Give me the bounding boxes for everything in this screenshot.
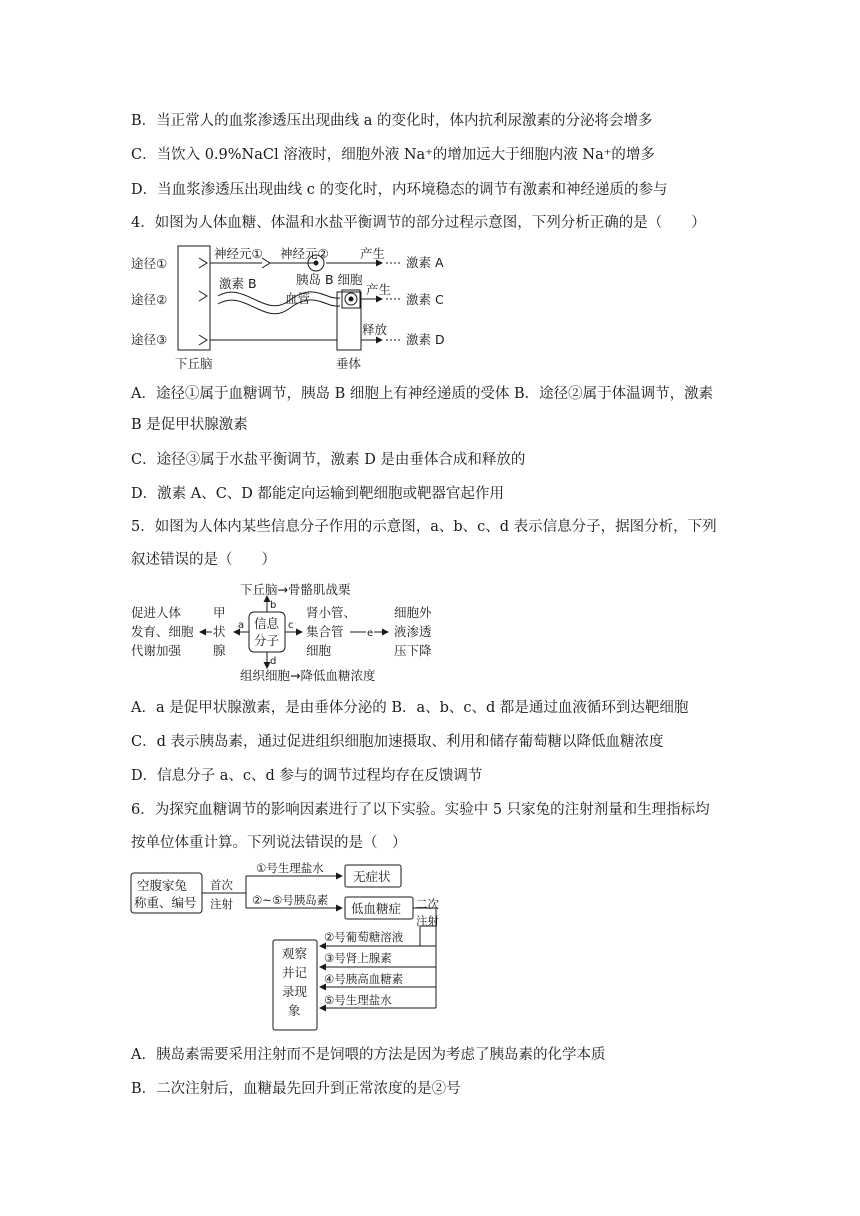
hormone-b-label: 激素 B: [219, 276, 257, 291]
islet-b-cell: [342, 290, 360, 308]
left-effect-3: 代谢加强: [131, 643, 182, 658]
group-5-label: ⑤号生理盐水: [324, 993, 392, 1007]
rabbit-label-1: 空腹家兔: [137, 878, 188, 893]
thyroid-3: 腺: [213, 643, 226, 658]
pathway-3-label: 途径③: [131, 332, 168, 347]
signal-e-label: e: [367, 628, 374, 639]
thyroid-1: 甲: [213, 605, 226, 620]
pathway-2-label: 途径②: [131, 292, 168, 307]
q4-option-d: D．激素 A、C、D 都能定向运输到靶细胞或靶器官起作用: [131, 486, 505, 502]
left-effect-2: 发育、细胞: [131, 624, 194, 639]
q5-stem-2: 叙述错误的是（ ）: [131, 552, 276, 568]
kidney-label-1: 肾小管、: [306, 605, 357, 620]
low-sugar-box: [345, 897, 413, 919]
produce-2-label: 产生: [366, 282, 392, 297]
islet-b-label: 胰岛 B 细胞: [296, 272, 363, 287]
q4-stem: 4．如图为人体血糖、体温和水盐平衡调节的部分过程示意图，下列分析正确的是（ ）: [131, 215, 706, 231]
neuron-2-label: 神经元②: [280, 246, 329, 261]
q6-stem-2: 按单位体重计算。下列说法错误的是（ ）: [131, 835, 407, 851]
first-inject-1: 首次: [210, 878, 233, 892]
observe-2: 并记: [282, 965, 308, 980]
hypothalamus-box: [178, 246, 210, 350]
hormone-d-label: 激素 D: [406, 332, 445, 347]
q4-option-c: C．途径③属于水盐平衡调节，激素 D 是由垂体合成和释放的: [131, 452, 526, 468]
hormone-c-label: 激素 C: [406, 292, 444, 307]
thyroid-2: 状: [213, 624, 226, 639]
top-chain-label: 下丘脑→骨骼肌战栗: [240, 582, 351, 597]
hormone-a-label: 激素 A: [406, 255, 444, 270]
observe-3: 录现: [282, 984, 308, 999]
q5-option-d: D．信息分子 a、c、d 参与的调节过程均存在反馈调节: [131, 768, 483, 784]
right-effect-1: 细胞外: [394, 605, 432, 620]
rabbit-label-2: 称重、编号: [134, 895, 197, 910]
bottom-chain-label: 组织细胞→降低血糖浓度: [240, 668, 376, 683]
gland-a-cell: [308, 255, 324, 271]
first-inject-2: 注射: [210, 897, 233, 911]
no-symptom-label: 无症状: [353, 869, 391, 884]
rabbit-box: [131, 873, 202, 913]
vessel-label: 血管: [285, 291, 311, 306]
q5-option-a-b: A．a 是促甲状腺激素，是由垂体分泌的 B．a、b、c、d 都是通过血液循环到达靶细胞: [131, 700, 689, 716]
observe-1: 观察: [282, 946, 308, 961]
produce-1-label: 产生: [360, 246, 386, 261]
observe-4: 象: [288, 1003, 301, 1018]
center-label-2: 分子: [254, 633, 280, 648]
blood-vessel: [218, 292, 340, 306]
saline-1-label: ①号生理盐水: [256, 861, 324, 875]
q3-option-c: C．当饮入 0.9%NaCl 溶液时，细胞外液 Na⁺的增加远大于细胞内液 Na⁺的增多: [131, 147, 655, 163]
q6-stem-1: 6．为探究血糖调节的影响因素进行了以下实验。实验中 5 只家兔的注射剂量和生理指标均: [131, 802, 710, 818]
pathway-1-label: 途径①: [131, 256, 168, 271]
q3-option-b: B．当正常人的血浆渗透压出现曲线 a 的变化时，体内抗利尿激素的分泌将会增多: [131, 113, 653, 129]
insulin-label: ②~⑤号胰岛素: [252, 893, 329, 907]
q6-option-a: A．胰岛素需要采用注射而不是饲喂的方法是因为考虑了胰岛素的化学本质: [131, 1047, 606, 1063]
release-label: 释放: [362, 322, 388, 337]
pituitary-label: 垂体: [336, 356, 362, 371]
kidney-label-3: 细胞: [306, 643, 332, 658]
observe-box: [273, 940, 317, 1030]
second-inject-2: 注射: [416, 914, 439, 928]
group-4-label: ④号胰高血糖素: [324, 972, 404, 986]
q4-option-b-cont: B 是促甲状腺激素: [131, 417, 248, 433]
q3-option-d: D．当血浆渗透压出现曲线 c 的变化时，内环境稳态的调节有激素和神经递质的参与: [131, 182, 668, 198]
neuron-1-label: 神经元①: [214, 246, 263, 261]
group-2-label: ②号葡萄糖溶液: [324, 930, 404, 944]
signal-c-label: c: [288, 620, 294, 631]
second-inject-1: 二次: [416, 897, 439, 911]
right-effect-3: 压下降: [394, 643, 432, 658]
signal-molecule-box: [249, 612, 285, 652]
q5-stem-1: 5．如图为人体内某些信息分子作用的示意图，a、b、c、d 表示信息分子，据图分析，下列: [131, 519, 717, 535]
q4-option-a-b: A．途径①属于血糖调节，胰岛 B 细胞上有神经递质的受体 B．途径②属于体温调节，激素: [131, 386, 714, 402]
q6-option-b: B．二次注射后，血糖最先回升到正常浓度的是②号: [131, 1081, 461, 1097]
group-3-label: ③号肾上腺素: [324, 951, 392, 965]
signal-a-label: a: [238, 620, 245, 631]
left-effect-1: 促进人体: [131, 605, 182, 620]
q5-option-c: C．d 表示胰岛素，通过促进组织细胞加速摄取、利用和储存葡萄糖以降低血糖浓度: [131, 734, 664, 750]
low-sugar-label: 低血糖症: [351, 901, 402, 916]
signal-b-label: b: [270, 600, 277, 611]
no-symptom-box: [345, 865, 401, 887]
right-effect-2: 液渗透: [394, 624, 432, 639]
kidney-label-2: 集合管: [306, 624, 344, 639]
signal-d-label: d: [270, 656, 277, 667]
pituitary-box: [337, 292, 361, 350]
center-label-1: 信息: [254, 616, 280, 631]
hypothalamus-label: 下丘脑: [175, 356, 213, 371]
